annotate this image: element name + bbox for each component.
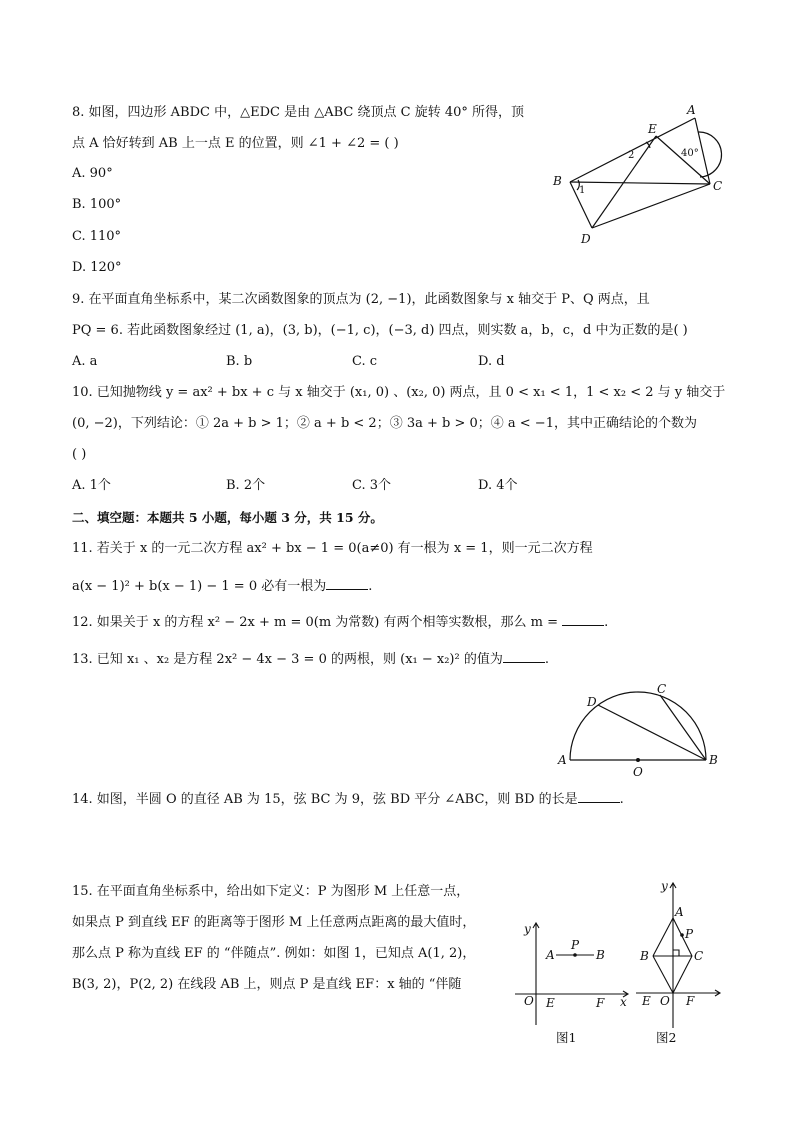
q14-line [72,790,624,808]
q9-option-a: A. a [72,354,98,369]
q15-figure2 [636,878,726,1045]
q11-line2-wrap [72,577,372,595]
q8-segment-DC [592,184,710,228]
fig2-segment-AB [653,918,673,956]
q11-line2: a(x − 1)² + b(x − 1) − 1 = 0 必有一根为 [72,579,327,594]
q11-line2-end: . [368,579,373,594]
q14-label-A: A [558,753,567,767]
fig2-label-O: O [660,994,670,1008]
q8-option-b: B. 100° [72,197,122,212]
q15-line2: 如果点 P 到直线 EF 的距离等于图形 M 上任意两点距离的最大值时， [72,915,476,930]
fig2-label-E: E [642,994,651,1008]
fig2-label-B: B [640,949,649,963]
q11-line1: 11. 若关于 x 的一元二次方程 ax² + bx − 1 = 0(a≠0) 有一根为 x = 1，则一元二次方程 [72,541,593,556]
q15-line1: 15. 在平面直角坐标系中，给出如下定义：P 为图形 M 上任意一点， [72,884,470,899]
q10-option-a: A. 1个 [72,478,111,493]
q8-line2: 点 A 恰好转到 AB 上一点 E 的位置，则 ∠1 + ∠2 = ( ) [72,136,399,151]
q10-option-b: B. 2个 [226,478,266,493]
q14-label-B: B [709,753,718,767]
fig2-label-C: C [694,949,704,963]
q14-chord-BD [598,705,706,760]
fig1-label-y: y [524,922,531,936]
q14-text: 14. 如图，半圆 O 的直径 AB 为 15，弦 BC 为 9，弦 BD 平分 ∠ABC，则 BD 的长是 [72,792,578,807]
q8-option-c: C. 110° [72,229,122,244]
q8-label-angle2: 2 [628,150,635,161]
fig2-right-angle-mark [673,950,679,956]
fig2-label-F: F [686,994,695,1008]
q8-option-a: A. 90° [72,166,113,181]
fig1-label-O: O [524,994,534,1008]
q8-option-d: D. 120° [72,260,122,275]
q15-line3: 那么点 P 称为直线 EF 的 “伴随点”. 例如：如图 1，已知点 A(1, 2)， [72,946,476,961]
fig1-caption: 图1 [556,1030,577,1045]
q12-text: 12. 如果关于 x 的方程 x² − 2x + m = 0(m 为常数) 有两个相等实数根，那么 m = [72,615,558,630]
q13-line [72,650,549,668]
fig2-label-y: y [661,879,668,893]
q13-text: 13. 已知 x₁ 、x₂ 是方程 2x² − 4x − 3 = 0 的两根，则 (x₁ − x₂)² 的值为 [72,652,503,667]
q14-chord-BC [660,695,706,760]
q9-line1: 9. 在平面直角坐标系中，某二次函数图象的顶点为 (2, −1)，此函数图象与 x 轴交于 P、Q 两点，且 [72,292,650,307]
section2-title: 二、填空题：本题共 5 小题，每小题 3 分，共 15 分。 [72,510,383,525]
fig1-label-P: P [571,938,580,952]
q15-line4: B(3, 2)，P(2, 2) 在线段 AB 上，则点 P 是直线 EF：x 轴的 “伴随 [72,977,462,992]
fig2-segment-CO [673,956,692,993]
fig1-label-A: A [546,948,555,962]
fig1-label-B: B [596,948,605,962]
q12-line [72,613,608,631]
fig1-point-P [573,953,577,957]
fig2-label-A: A [675,905,684,919]
fig2-segment-BO [653,956,673,993]
q12-end: . [604,615,609,630]
q14-label-C: C [657,682,667,696]
q8-segment-BC [570,182,710,184]
q12-answer-blank[interactable] [562,613,604,626]
q11-answer-blank[interactable] [326,577,368,590]
q8-label-C: C [713,179,723,193]
fig1-label-E: E [546,996,555,1010]
q13-end: . [544,652,549,667]
q14-center-dot [636,758,640,762]
q8-line1: 8. 如图，四边形 ABDC 中，△EDC 是由 △ABC 绕顶点 C 旋转 40° 所得，顶 [72,105,525,120]
fig2-label-P: P [685,927,694,941]
fig1-label-x: x [620,995,627,1009]
q10-line2: (0, −2)，下列结论：① 2a + b > 1；② a + b < 2；③ 3a + b > 0；④ a < −1，其中正确结论的个数为 [72,416,697,431]
q10-line3: ( ) [72,447,87,462]
q8-label-E: E [648,122,657,136]
q9-option-b: B. b [226,354,253,369]
q14-label-O: O [633,765,643,779]
q14-label-D: D [587,695,597,709]
q8-label-angle1: 1 [579,185,586,196]
q14-answer-blank[interactable] [578,790,620,803]
q8-figure [540,98,730,248]
fig2-point-P [680,933,684,937]
q8-label-B: B [553,174,562,188]
q9-option-d: D. d [478,354,505,369]
q9-line2: PQ = 6. 若此函数图象经过 (1, a)，(3, b)，(−1, c)，(−3, d) 四点，则实数 a，b，c，d 中为正数的是( ) [72,323,688,338]
q10-option-c: C. 3个 [352,478,392,493]
q8-label-angle40: 40° [681,148,699,159]
q9-option-c: C. c [352,354,378,369]
q10-option-d: D. 4个 [478,478,518,493]
q13-answer-blank[interactable] [503,650,545,663]
q8-label-D: D [581,232,591,246]
q15-figure1 [510,915,635,1045]
fig2-caption: 图2 [656,1030,677,1045]
q8-label-A: A [687,103,696,117]
q14-end: . [619,792,624,807]
q8-angle40-arc [698,132,722,177]
fig1-label-F: F [596,996,605,1010]
q14-figure [555,683,725,778]
q10-line1: 10. 已知抛物线 y = ax² + bx + c 与 x 轴交于 (x₁, 0) 、(x₂, 0) 两点，且 0 < x₁ < 1，1 < x₂ < 2 与 y 轴交于 [72,385,726,400]
